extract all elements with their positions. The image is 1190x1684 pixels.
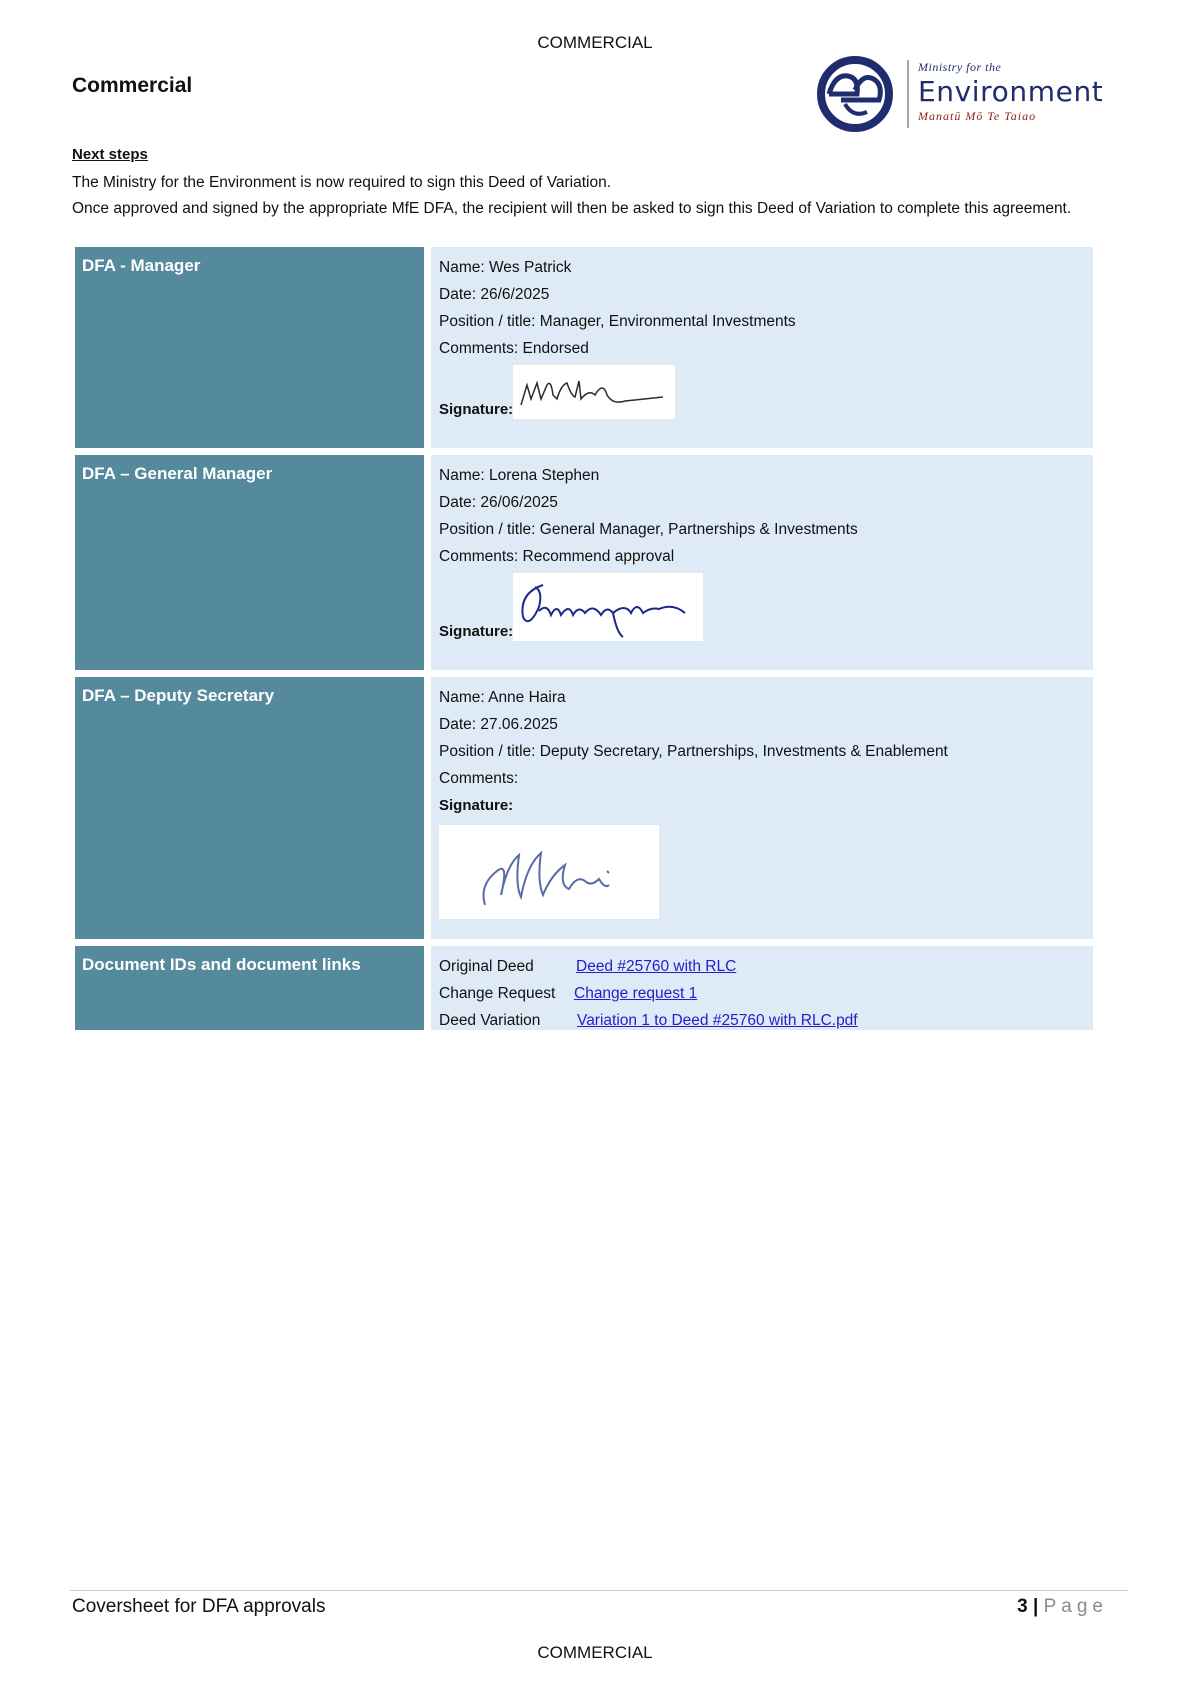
- logo-big-text: Environment: [918, 75, 1104, 108]
- approval-details: [431, 247, 1093, 448]
- approval-comments: Comments:: [439, 770, 519, 787]
- approval-comments: Comments: Recommend approval: [439, 548, 675, 565]
- approval-row-general-manager: [75, 455, 1093, 670]
- document-link-row: [439, 953, 1085, 980]
- original-deed-link[interactable]: Deed #25760 with RLC: [576, 958, 737, 975]
- approver-name: Name: Wes Patrick: [439, 259, 572, 276]
- role-label: Document IDs and document links: [75, 946, 424, 1030]
- role-label: DFA – General Manager: [75, 455, 424, 670]
- approver-position: Position / title: Deputy Secretary, Partnerships, Investments & Enablement: [439, 743, 948, 760]
- document-link-row: [439, 980, 1085, 1007]
- logo-small-text: Ministry for the: [918, 60, 1002, 74]
- approval-row-deputy-secretary: [75, 677, 1093, 939]
- approval-date: Date: 26/06/2025: [439, 494, 558, 511]
- classification-footer: COMMERCIAL: [537, 1643, 653, 1662]
- signature-label: Signature:: [439, 623, 514, 640]
- signature-image: [439, 825, 659, 919]
- document-links-row: [75, 946, 1093, 1030]
- role-label: DFA – Deputy Secretary: [75, 677, 424, 939]
- approver-name: Name: Lorena Stephen: [439, 467, 600, 484]
- approval-details: [431, 455, 1093, 670]
- next-steps-paragraph-2: Once approved and signed by the appropriate MfE DFA, the recipient will then be asked to sign this Deed of Variation to complete this agreement.: [72, 200, 1072, 217]
- approver-position: Position / title: General Manager, Partnerships & Investments: [439, 521, 858, 538]
- document-links: [431, 946, 1093, 1030]
- footer-page-number: [1017, 1596, 1108, 1618]
- document-label: Original Deed: [439, 958, 534, 975]
- approvals-table: [75, 247, 1093, 1037]
- approval-details: [431, 677, 1093, 939]
- next-steps-paragraph-1: The Ministry for the Environment is now required to sign this Deed of Variation.: [72, 174, 612, 191]
- signature-label: Signature:: [439, 401, 514, 418]
- approval-date: Date: 26/6/2025: [439, 286, 550, 303]
- approval-date: Date: 27.06.2025: [439, 716, 558, 733]
- page-separator: |: [1033, 1596, 1039, 1617]
- footer-title: Coversheet for DFA approvals: [72, 1596, 326, 1617]
- signature-label: Signature:: [439, 797, 514, 814]
- approval-comments: Comments: Endorsed: [439, 340, 589, 357]
- approval-row-manager: [75, 247, 1093, 448]
- logo-maori-text: Manatū Mō Te Taiao: [918, 109, 1037, 123]
- approver-name: Name: Anne Haira: [439, 689, 566, 706]
- signature-image: [513, 573, 703, 641]
- deed-variation-link[interactable]: Variation 1 to Deed #25760 with RLC.pdf: [577, 1012, 858, 1029]
- signature-image: [513, 365, 675, 419]
- page-number: 3: [1017, 1596, 1028, 1617]
- next-steps-heading: Next steps: [72, 146, 148, 163]
- change-request-link[interactable]: Change request 1: [574, 985, 698, 1002]
- signature-line: [439, 573, 1085, 641]
- document-label: Change Request: [439, 985, 556, 1002]
- signature-line: [439, 365, 1085, 419]
- role-label: DFA - Manager: [75, 247, 424, 448]
- classification-header: COMMERCIAL: [537, 33, 653, 52]
- footer-divider: [70, 1590, 1128, 1591]
- page-title: Commercial: [72, 74, 193, 97]
- page-word: Page: [1043, 1596, 1108, 1617]
- document-link-row: [439, 1007, 1085, 1034]
- logo-text: [918, 60, 1103, 124]
- approver-position: Position / title: Manager, Environmental Investments: [439, 313, 796, 330]
- document-label: Deed Variation: [439, 1012, 541, 1029]
